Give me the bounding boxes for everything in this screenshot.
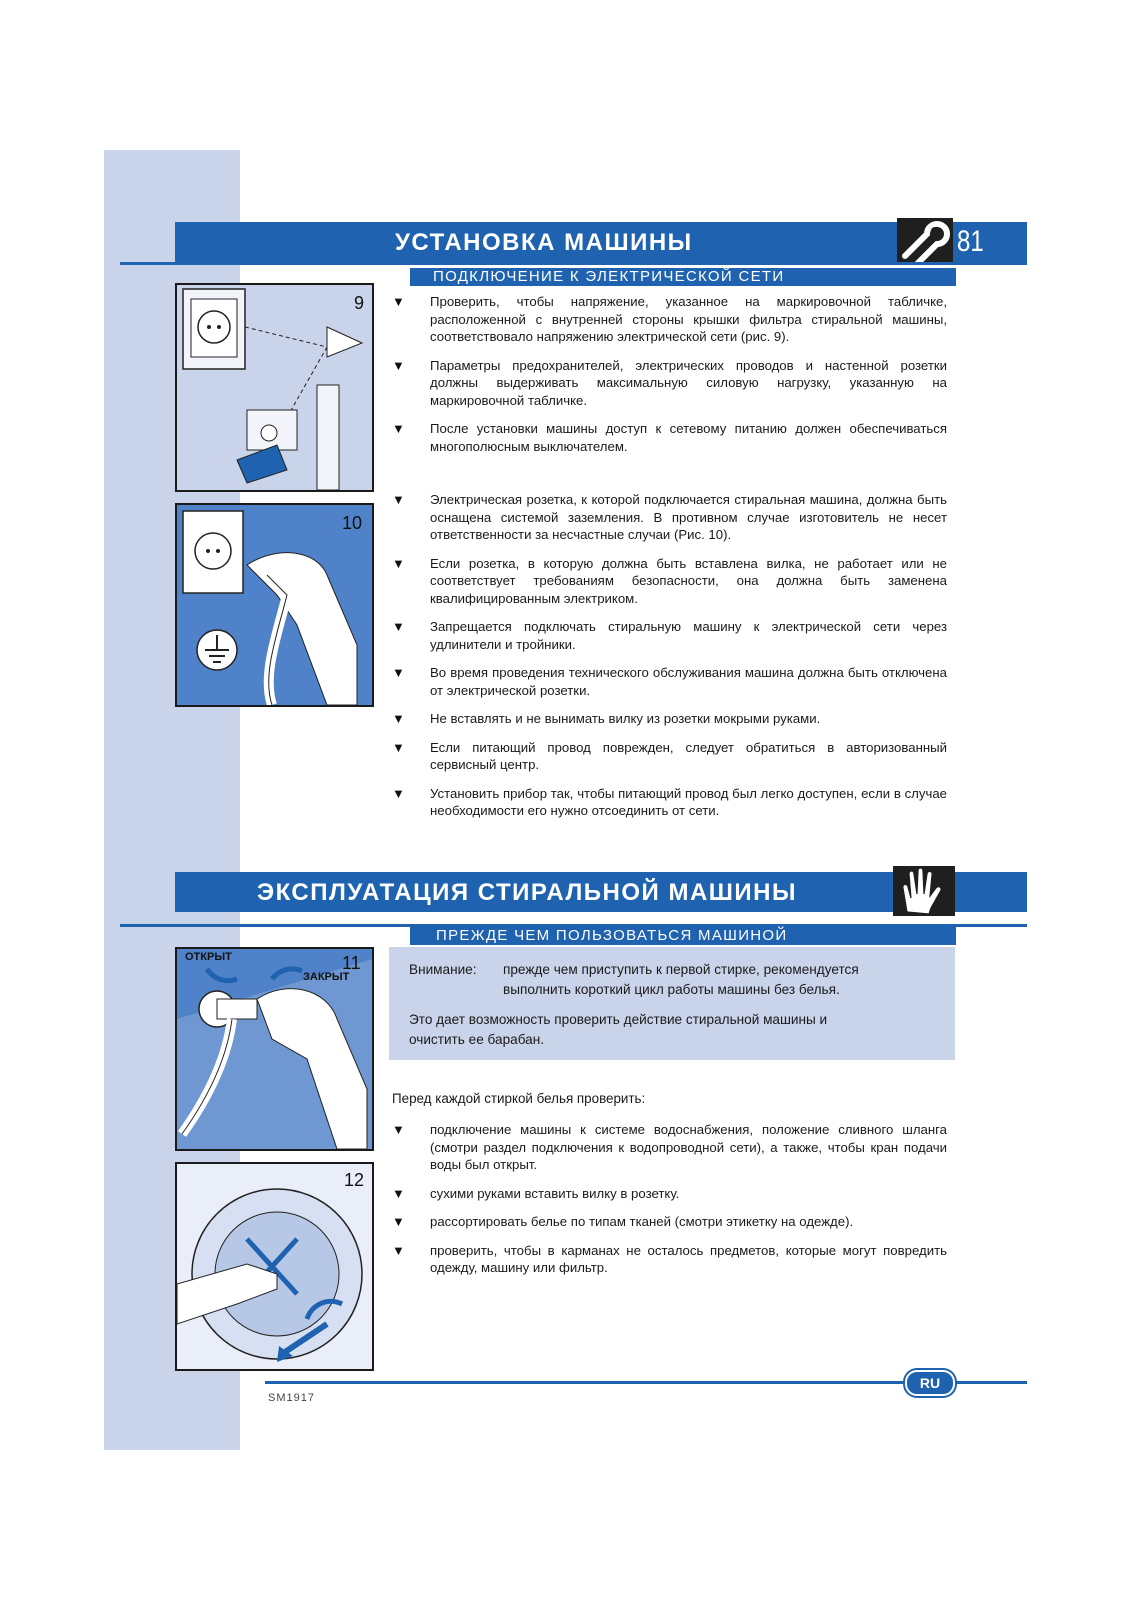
page-number-band	[953, 222, 1027, 262]
list-item: ▼ Параметры предохранителей, электрических проводов и настенной розетки должны выдерживать максимальную силовую нагрузку, указанную на маркировочной табличке.	[392, 357, 947, 408]
list-item: ▼ рассортировать белье по типам тканей (смотри этикетку на одежде).	[392, 1214, 854, 1229]
section1-subtitle: ПОДКЛЮЧЕНИЕ К ЭЛЕКТРИЧЕСКОЙ СЕТИ	[433, 268, 785, 285]
plug-ground-icon	[177, 505, 372, 705]
section1-subtitle-band	[410, 268, 956, 286]
section2-subtitle-band	[410, 927, 956, 945]
list-item: ▼ Не вставлять и не вынимать вилку из розетки мокрыми руками.	[392, 711, 821, 726]
footer-code: SM1917	[268, 1392, 315, 1404]
triangle-bullet-icon: ▼	[392, 492, 405, 507]
section2-subtitle: ПРЕЖДЕ ЧЕМ ПОЛЬЗОВАТЬСЯ МАШИНОЙ	[436, 927, 788, 944]
page-number: 81	[957, 225, 984, 258]
section1-header-band	[175, 222, 897, 262]
figure-close-label: ЗАКРЫТ	[303, 971, 350, 983]
figure-number: 10	[341, 513, 362, 533]
list-item: ▼ Во время проведения технического обслуживания машина должна быть отключена от электрической розетки.	[392, 665, 947, 698]
section1-rule	[120, 262, 1027, 265]
note-label: Внимание:	[409, 962, 477, 977]
list-item: ▼ подключение машины к системе водоснабжения, положение сливного шланга (смотри раздел подключения к водопроводной сети), а также, чтобы кран подачи воды был открыт.	[392, 1122, 947, 1172]
note-line: Это дает возможность проверить действие стиральной машины и	[409, 1012, 828, 1027]
note-line: выполнить короткий цикл работы машины без белья.	[503, 982, 840, 997]
list-item: ▼ Если розетка, в которую должна быть вставлена вилка, не работает или не соответствует требованиям безопасности, она должна быть заменена квалифицированным электриком.	[392, 555, 947, 606]
triangle-bullet-icon: ▼	[392, 739, 405, 755]
language-badge: RU	[905, 1370, 955, 1396]
triangle-bullet-icon: ▼	[392, 294, 405, 309]
triangle-bullet-icon: ▼	[392, 1122, 405, 1137]
section1-bullet-list	[392, 293, 947, 831]
hand-icon	[893, 866, 955, 916]
section2-bullet-list	[392, 1121, 947, 1288]
triangle-bullet-icon: ▼	[392, 619, 405, 634]
triangle-bullet-icon: ▼	[392, 357, 405, 373]
triangle-bullet-icon: ▼	[392, 1185, 405, 1201]
list-item: ▼ Если питающий провод поврежден, следует обратиться в авторизованный сервисный центр.	[392, 739, 947, 772]
figure-number: 9	[353, 293, 364, 313]
list-item: ▼ Проверить, чтобы напряжение, указанное на маркировочной табличке, расположенной с внутренней стороны крышки фильтра стиральной машины, соответствовало напряжению электрической сети (рис. 9).	[392, 294, 947, 344]
checklist-intro: Перед каждой стиркой белья проверить:	[392, 1091, 646, 1106]
triangle-bullet-icon: ▼	[392, 711, 405, 726]
list-item: ▼ сухими руками вставить вилку в розетку.	[392, 1185, 680, 1201]
section1-title: УСТАНОВКА МАШИНЫ	[395, 229, 693, 256]
figure-9	[175, 283, 374, 492]
door-hand-icon	[177, 1164, 372, 1369]
list-item: ▼ Электрическая розетка, к которой подключается стиральная машина, должна быть оснащена системой заземления. В противном случае изготовитель не несет ответственности за несчастные случаи (Рис. 10).	[392, 492, 947, 542]
triangle-bullet-icon: ▼	[392, 1214, 405, 1229]
list-item: ▼ После установки машины доступ к сетевому питанию должен обеспечиваться многополюсным выключателем.	[392, 421, 947, 454]
socket-diagram-icon	[177, 285, 372, 490]
triangle-bullet-icon: ▼	[392, 785, 405, 801]
list-item: ▼ Запрещается подключать стиральную машину к электрической сети через удлинители и тройники.	[392, 619, 947, 652]
note-line: очистить ее барабан.	[409, 1032, 545, 1047]
figure-10	[175, 503, 374, 707]
figure-open-label: ОТКРЫТ	[185, 951, 232, 963]
list-item: ▼ проверить, чтобы в карманах не осталось предметов, которые могут повредить одежду, машину или фильтр.	[392, 1242, 947, 1275]
figure-number: 11	[342, 953, 361, 973]
figure-number: 12	[343, 1170, 364, 1190]
triangle-bullet-icon: ▼	[392, 555, 405, 571]
triangle-bullet-icon: ▼	[392, 665, 405, 680]
triangle-bullet-icon: ▼	[392, 1242, 405, 1258]
list-item: ▼ Установить прибор так, чтобы питающий провод был легко доступен, если в случае необходимости его нужно отсоединить от сети.	[392, 785, 947, 818]
wrench-icon	[897, 218, 953, 262]
figure-11	[175, 947, 374, 1151]
attention-note-box	[389, 947, 955, 1060]
section2-title: ЭКСПЛУАТАЦИЯ СТИРАЛЬНОЙ МАШИНЫ	[257, 879, 797, 906]
figure-12	[175, 1162, 374, 1371]
triangle-bullet-icon: ▼	[392, 421, 405, 436]
note-line: прежде чем приступить к первой стирке, рекомендуется	[503, 962, 859, 977]
